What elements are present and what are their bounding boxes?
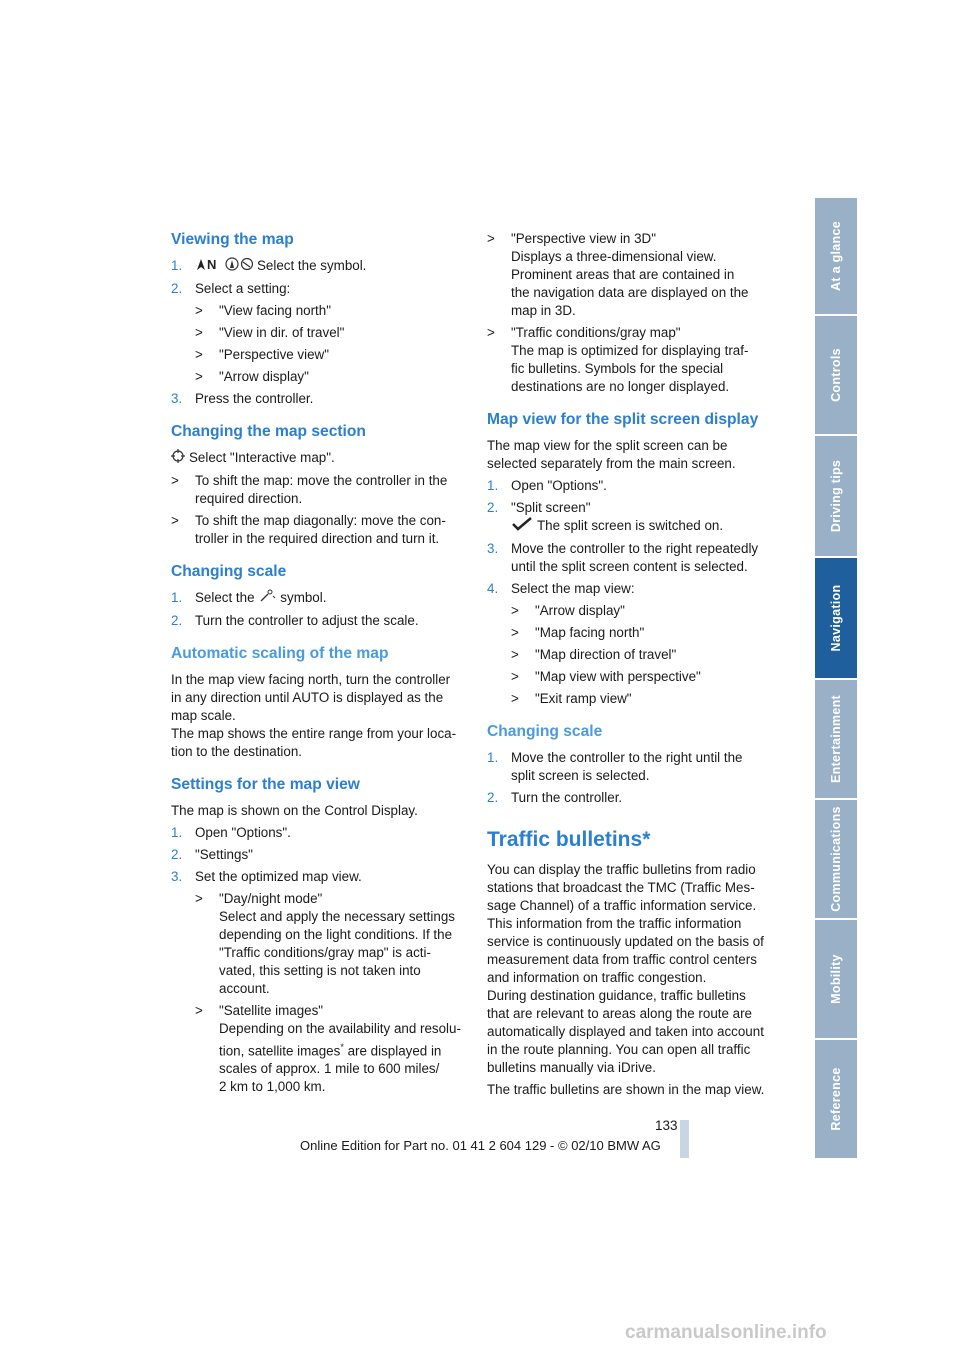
- list-item: > "View facing north": [195, 303, 331, 318]
- arrow-north-icon: [195, 257, 253, 276]
- tab-controls[interactable]: Controls: [815, 316, 857, 436]
- section-changing-scale-split: [487, 722, 782, 807]
- list-item: > "Arrow display": [511, 603, 625, 618]
- footer-text: Online Edition for Part no. 01 41 2 604 129 - © 02/10 BMW AG: [300, 1138, 661, 1153]
- section-title: Map view for the split screen display: [487, 411, 759, 428]
- scale-icon: [258, 589, 276, 608]
- list-item: > "Day/night mode" Select and apply the necessary settings depending on the light conditions. If the "Traffic conditions/gray map" is acti- vated, this setting is not taken into account.: [195, 891, 455, 996]
- list-item: > "Arrow display": [195, 369, 309, 384]
- section-settings-map-view: Settings for the map view The map is shown on the Control Display. 1. Open "Options". 2. "Settings" 3. Set the optimized map view. > "Day/night mode" Select and apply the necessary settings depending on the light conditions. If the "Traffic conditions/gray map" is acti- vated, this setting is not taken into account. > "Satellite images" Depending on the availability and resolu- tion, satellite images* are displayed in scales of approx. 1 mile to 600 miles/ 2 km to 1,000 km.: [171, 775, 466, 1096]
- tab-entertainment[interactable]: Entertainment: [815, 680, 857, 800]
- chapter-title: Traffic bulletins*: [487, 828, 651, 851]
- right-column: [487, 230, 782, 1113]
- list-item: > "Map direction of travel": [511, 647, 677, 662]
- section-title: Viewing the map: [171, 231, 294, 248]
- section-viewing-map: [171, 230, 466, 408]
- step: 4. Select the map view:: [487, 581, 635, 596]
- crosshair-icon: [171, 449, 185, 468]
- continued-list: [487, 230, 782, 396]
- step: 3. Press the controller.: [171, 391, 314, 406]
- list-item: > To shift the map: move the controller in the required direction.: [171, 473, 448, 506]
- tab-communications[interactable]: Communications: [815, 800, 857, 920]
- section-title: Settings for the map view: [171, 776, 360, 793]
- page-number: 133: [655, 1118, 678, 1133]
- step: 2. "Split screen" The split screen is switched on.: [487, 499, 782, 536]
- watermark: carmanualsonline.info: [625, 1322, 827, 1343]
- list-item: > "Traffic conditions/gray map" The map is optimized for displaying traf- fic bulletins. Symbols for the special destinations are no longer displayed.: [487, 325, 749, 394]
- section-automatic-scaling: Automatic scaling of the map In the map view facing north, turn the controller in any direction until AUTO is displayed as the map scale. The map shows the entire range from your loca- tion to the destination.: [171, 644, 466, 761]
- section-map-section: Changing the map section Select "Interactive map". > To shift the map: move the controller in the required direction. > To shift the map diagonally: move the con- troller in the required direction and turn it.: [171, 422, 466, 548]
- option-star: *: [340, 1042, 344, 1052]
- step: 2. "Settings": [171, 847, 253, 862]
- list-item: > "View in dir. of travel": [195, 325, 345, 340]
- list-item: > "Map view with perspective": [511, 669, 701, 684]
- step: 1. Select the symbol.: [171, 589, 466, 608]
- step: 2. Select a setting:: [171, 281, 291, 296]
- list-item: > To shift the map diagonally: move the con- troller in the required direction and turn it.: [171, 513, 446, 546]
- tab-driving-tips[interactable]: Driving tips: [815, 436, 857, 558]
- step: 3. Set the optimized map view.: [171, 869, 362, 884]
- list-item: > "Perspective view": [195, 347, 329, 362]
- tab-mobility[interactable]: Mobility: [815, 920, 857, 1040]
- tab-at-a-glance[interactable]: At a glance: [815, 198, 857, 316]
- tab-navigation[interactable]: Navigation: [815, 558, 857, 680]
- checkmark-icon: [511, 517, 533, 536]
- section-title: Changing scale: [487, 723, 603, 740]
- step: 3. Move the controller to the right repeatedly until the split screen content is selected.: [487, 541, 759, 574]
- section-title: Automatic scaling of the map: [171, 645, 389, 662]
- left-column: [171, 230, 466, 1110]
- section-split-screen: Map view for the split screen display The map view for the split screen can be selected separately from the main screen. 1. Open "Options". 2. "Split screen" The split screen is switched on. 3. Move the controller to the right repeatedly until the split screen content is selected. 4. Select the map view: > "Arrow display" > "Map facing north" > "Map direction of travel" > "Map view with perspective" > "Exit ramp view": [487, 410, 782, 708]
- section-changing-scale: [171, 562, 466, 630]
- step: 1. Open "Options".: [487, 478, 607, 493]
- list-item: > "Map facing north": [511, 625, 645, 640]
- list-item: > "Satellite images" Depending on the availability and resolu- tion, satellite images* are displayed in scales of approx. 1 mile to 600 miles/ 2 km to 1,000 km.: [195, 1003, 461, 1095]
- step: 2. Turn the controller to adjust the scale.: [171, 613, 419, 628]
- step: 1. Move the controller to the right until the split screen is selected.: [487, 750, 743, 783]
- step: 1. N Select the symbol.: [171, 257, 466, 276]
- section-traffic-bulletins: Traffic bulletins* You can display the traffic bulletins from radio stations that broadcast the TMC (Traffic Mes- sage Channel) of a traffic information service. This information from the traffic information service is continuously updated on the basis of measurement data from traffic control centers and information on traffic congestion. During destination guidance, traffic bulletins that are relevant to areas along the route are automatically displayed and taken into account in the route planning. You can open all traffic bulletins manually via iDrive. The traffic bulletins are shown in the map view.: [487, 827, 782, 1099]
- section-title: Changing the map section: [171, 423, 366, 440]
- list-item: > "Perspective view in 3D" Displays a three-dimensional view. Prominent areas that are contained in the navigation data are displayed on the map in 3D.: [487, 231, 749, 318]
- list-item: > "Exit ramp view": [511, 691, 632, 706]
- page-marker-bar: [680, 1120, 689, 1158]
- tab-reference[interactable]: Reference: [815, 1040, 857, 1160]
- section-title: Changing scale: [171, 563, 287, 580]
- svg-text:N: N: [207, 257, 217, 271]
- step: 2. Turn the controller.: [487, 790, 623, 805]
- step: 1. Open "Options".: [171, 825, 291, 840]
